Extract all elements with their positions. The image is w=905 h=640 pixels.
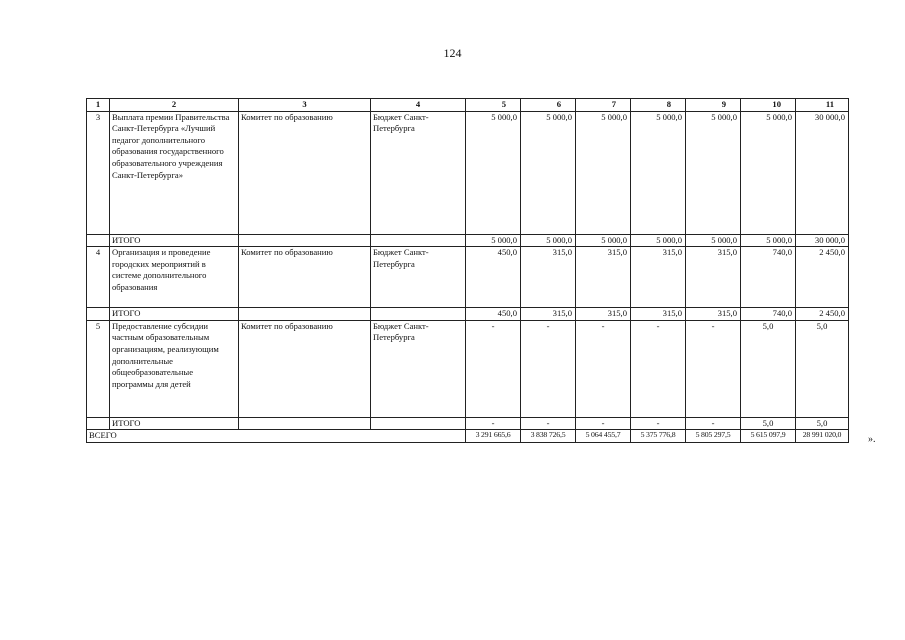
- value-cell: 5 000,0: [576, 111, 631, 234]
- page-number: 124: [443, 46, 462, 60]
- subtotal-row: [87, 308, 849, 321]
- empty-cell: [239, 308, 371, 321]
- value-cell: 5,0: [796, 320, 849, 417]
- value-cell: 5 000,0: [466, 111, 521, 234]
- row-number: 3: [87, 111, 110, 234]
- value-cell: -: [466, 320, 521, 417]
- value-cell: 5 000,0: [686, 111, 741, 234]
- funding-source: Бюджет Санкт-Петербурга: [371, 111, 466, 234]
- measure-name: Выплата премии Правительства Санкт-Петербурга «Лучший педагог дополнительного образования государственного образовательного учреждения Санкт-Петербурга»: [110, 111, 239, 234]
- col-header-3: 3: [239, 99, 371, 112]
- value-cell: -: [686, 320, 741, 417]
- subtotal-cell: 30 000,0: [796, 234, 849, 247]
- col-header-11: 11: [796, 99, 849, 112]
- empty-cell: [239, 417, 371, 430]
- subtotal-cell: 5 000,0: [741, 234, 796, 247]
- subtotal-cell: 5 000,0: [631, 234, 686, 247]
- funding-source: Бюджет Санкт-Петербурга: [371, 320, 466, 417]
- table-row: [87, 111, 849, 234]
- col-header-8: 8: [631, 99, 686, 112]
- grand-total-cell: 5 064 455,7: [576, 430, 631, 443]
- col-header-4: 4: [371, 99, 466, 112]
- value-cell: 5,0: [741, 320, 796, 417]
- subtotal-cell: -: [466, 417, 521, 430]
- table-row: [87, 247, 849, 308]
- subtotal-cell: -: [686, 417, 741, 430]
- empty-cell: [371, 417, 466, 430]
- subtotal-cell: 5 000,0: [521, 234, 576, 247]
- grand-total-label: ВСЕГО: [87, 430, 466, 443]
- empty-cell: [371, 308, 466, 321]
- empty-cell: [87, 234, 110, 247]
- col-header-7: 7: [576, 99, 631, 112]
- value-cell: 450,0: [466, 247, 521, 308]
- subtotal-cell: 5 000,0: [686, 234, 741, 247]
- row-number: 4: [87, 247, 110, 308]
- subtotal-label: ИТОГО: [110, 308, 239, 321]
- subtotal-cell: 740,0: [741, 308, 796, 321]
- col-header-1: 1: [87, 99, 110, 112]
- executor: Комитет по образованию: [239, 111, 371, 234]
- grand-total-cell: 28 991 020,0: [796, 430, 849, 443]
- value-cell: 315,0: [521, 247, 576, 308]
- value-cell: -: [631, 320, 686, 417]
- value-cell: -: [576, 320, 631, 417]
- grand-total-cell: 3 838 726,5: [521, 430, 576, 443]
- col-header-10: 10: [741, 99, 796, 112]
- grand-total-row: [87, 430, 849, 443]
- subtotal-cell: 5,0: [741, 417, 796, 430]
- executor: Комитет по образованию: [239, 247, 371, 308]
- subtotal-label: ИТОГО: [110, 234, 239, 247]
- subtotal-label: ИТОГО: [110, 417, 239, 430]
- closing-quote-mark: ».: [868, 434, 876, 445]
- header-row: [87, 99, 849, 112]
- col-header-6: 6: [521, 99, 576, 112]
- value-cell: 2 450,0: [796, 247, 849, 308]
- subtotal-cell: 5 000,0: [466, 234, 521, 247]
- subtotal-cell: 2 450,0: [796, 308, 849, 321]
- row-number: 5: [87, 320, 110, 417]
- empty-cell: [239, 234, 371, 247]
- table-row: [87, 320, 849, 417]
- subtotal-cell: 315,0: [576, 308, 631, 321]
- grand-total-cell: 3 291 665,6: [466, 430, 521, 443]
- col-header-9: 9: [686, 99, 741, 112]
- subtotal-cell: -: [521, 417, 576, 430]
- subtotal-cell: 5 000,0: [576, 234, 631, 247]
- value-cell: 30 000,0: [796, 111, 849, 234]
- value-cell: 740,0: [741, 247, 796, 308]
- subtotal-cell: 450,0: [466, 308, 521, 321]
- value-cell: 315,0: [576, 247, 631, 308]
- value-cell: 315,0: [686, 247, 741, 308]
- value-cell: -: [521, 320, 576, 417]
- value-cell: 5 000,0: [521, 111, 576, 234]
- subtotal-row: [87, 417, 849, 430]
- subtotal-cell: -: [576, 417, 631, 430]
- executor: Комитет по образованию: [239, 320, 371, 417]
- col-header-5: 5: [466, 99, 521, 112]
- empty-cell: [87, 417, 110, 430]
- subtotal-row: [87, 234, 849, 247]
- grand-total-cell: 5 805 297,5: [686, 430, 741, 443]
- funding-source: Бюджет Санкт-Петербурга: [371, 247, 466, 308]
- value-cell: 5 000,0: [631, 111, 686, 234]
- measure-name: Предоставление субсидии частным образовательным организациям, реализующим дополнительные общеобразовательные программы для детей: [110, 320, 239, 417]
- program-table: [86, 98, 849, 443]
- subtotal-cell: -: [631, 417, 686, 430]
- empty-cell: [371, 234, 466, 247]
- grand-total-cell: 5 615 097,9: [741, 430, 796, 443]
- value-cell: 5 000,0: [741, 111, 796, 234]
- subtotal-cell: 315,0: [521, 308, 576, 321]
- subtotal-cell: 315,0: [686, 308, 741, 321]
- value-cell: 315,0: [631, 247, 686, 308]
- subtotal-cell: 5,0: [796, 417, 849, 430]
- col-header-2: 2: [110, 99, 239, 112]
- measure-name: Организация и проведение городских мероприятий в системе дополнительного образования: [110, 247, 239, 308]
- grand-total-cell: 5 375 776,8: [631, 430, 686, 443]
- empty-cell: [87, 308, 110, 321]
- subtotal-cell: 315,0: [631, 308, 686, 321]
